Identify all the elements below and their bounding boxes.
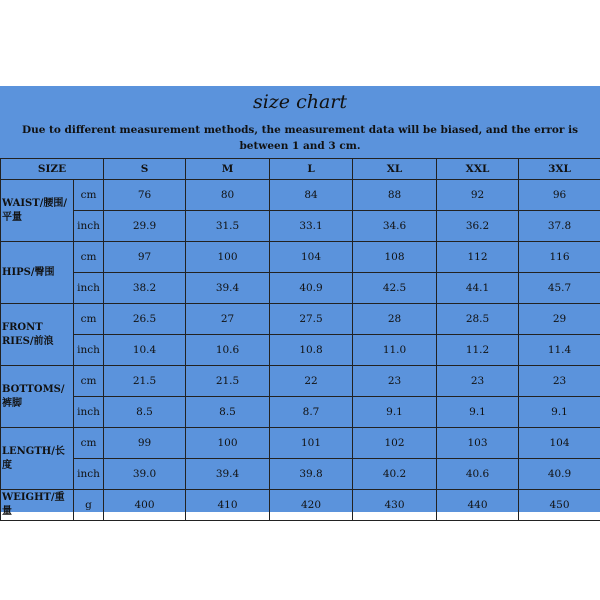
value-cell: 28	[353, 304, 437, 335]
value-cell: 42.5	[353, 273, 437, 304]
table-row	[1, 242, 600, 273]
size-col: 3XL	[519, 159, 600, 180]
table-row	[1, 459, 600, 490]
measurement-label: WAIST/腰围/平量	[1, 180, 74, 242]
size-table	[0, 158, 600, 521]
value-cell: 40.6	[437, 459, 519, 490]
value-cell: 26.5	[104, 304, 186, 335]
measurement-label: WEIGHT/重量	[1, 490, 74, 521]
value-cell: 104	[519, 428, 600, 459]
unit-cell: cm	[74, 180, 104, 211]
size-col: XL	[353, 159, 437, 180]
value-cell: 39.0	[104, 459, 186, 490]
unit-cell: inch	[74, 459, 104, 490]
size-col: L	[270, 159, 353, 180]
value-cell: 92	[437, 180, 519, 211]
table-row	[1, 428, 600, 459]
value-cell: 99	[104, 428, 186, 459]
size-chart	[0, 86, 600, 517]
measurement-label: HIPS/臀围	[1, 242, 74, 304]
value-cell: 22	[270, 366, 353, 397]
value-cell: 440	[437, 490, 519, 521]
value-cell: 23	[437, 366, 519, 397]
value-cell: 430	[353, 490, 437, 521]
value-cell: 39.8	[270, 459, 353, 490]
unit-cell: inch	[74, 335, 104, 366]
value-cell: 84	[270, 180, 353, 211]
measurement-label: BOTTOMS/裤脚	[1, 366, 74, 428]
value-cell: 9.1	[519, 397, 600, 428]
value-cell: 23	[519, 366, 600, 397]
value-cell: 76	[104, 180, 186, 211]
measurement-label: LENGTH/长度	[1, 428, 74, 490]
value-cell: 108	[353, 242, 437, 273]
value-cell: 420	[270, 490, 353, 521]
value-cell: 97	[104, 242, 186, 273]
table-row	[1, 304, 600, 335]
unit-cell: cm	[74, 428, 104, 459]
value-cell: 33.1	[270, 211, 353, 242]
unit-cell: inch	[74, 397, 104, 428]
value-cell: 40.2	[353, 459, 437, 490]
unit-cell: cm	[74, 366, 104, 397]
value-cell: 21.5	[104, 366, 186, 397]
value-cell: 8.7	[270, 397, 353, 428]
value-cell: 100	[186, 428, 270, 459]
value-cell: 11.0	[353, 335, 437, 366]
value-cell: 80	[186, 180, 270, 211]
value-cell: 23	[353, 366, 437, 397]
value-cell: 29	[519, 304, 600, 335]
value-cell: 27.5	[270, 304, 353, 335]
value-cell: 31.5	[186, 211, 270, 242]
table-row	[1, 490, 600, 521]
value-cell: 36.2	[437, 211, 519, 242]
value-cell: 40.9	[270, 273, 353, 304]
size-col: M	[186, 159, 270, 180]
value-cell: 8.5	[186, 397, 270, 428]
value-cell: 104	[270, 242, 353, 273]
size-col: XXL	[437, 159, 519, 180]
value-cell: 9.1	[353, 397, 437, 428]
value-cell: 45.7	[519, 273, 600, 304]
value-cell: 10.4	[104, 335, 186, 366]
measurement-label: FRONT RIES/前浪	[1, 304, 74, 366]
unit-cell: cm	[74, 304, 104, 335]
value-cell: 100	[186, 242, 270, 273]
value-cell: 21.5	[186, 366, 270, 397]
value-cell: 8.5	[104, 397, 186, 428]
value-cell: 39.4	[186, 273, 270, 304]
value-cell: 10.6	[186, 335, 270, 366]
value-cell: 400	[104, 490, 186, 521]
unit-cell: inch	[74, 211, 104, 242]
value-cell: 112	[437, 242, 519, 273]
value-cell: 34.6	[353, 211, 437, 242]
table-row	[1, 366, 600, 397]
value-cell: 38.2	[104, 273, 186, 304]
value-cell: 11.4	[519, 335, 600, 366]
value-cell: 37.8	[519, 211, 600, 242]
value-cell: 88	[353, 180, 437, 211]
unit-cell: g	[74, 490, 104, 521]
value-cell: 10.8	[270, 335, 353, 366]
value-cell: 28.5	[437, 304, 519, 335]
value-cell: 39.4	[186, 459, 270, 490]
value-cell: 96	[519, 180, 600, 211]
table-row	[1, 335, 600, 366]
table-row	[1, 211, 600, 242]
value-cell: 101	[270, 428, 353, 459]
measurement-note: Due to different measurement methods, the measurement data will be biased, and the error is between 1 and 3 cm.	[21, 124, 579, 152]
value-cell: 116	[519, 242, 600, 273]
size-col: S	[104, 159, 186, 180]
table-row	[1, 397, 600, 428]
table-row	[1, 180, 600, 211]
header-row	[1, 159, 600, 180]
table-row	[1, 273, 600, 304]
value-cell: 9.1	[437, 397, 519, 428]
unit-cell: inch	[74, 273, 104, 304]
size-header: SIZE	[1, 159, 104, 180]
value-cell: 410	[186, 490, 270, 521]
value-cell: 29.9	[104, 211, 186, 242]
value-cell: 44.1	[437, 273, 519, 304]
value-cell: 27	[186, 304, 270, 335]
value-cell: 103	[437, 428, 519, 459]
value-cell: 11.2	[437, 335, 519, 366]
chart-title: size chart	[252, 91, 348, 113]
value-cell: 450	[519, 490, 600, 521]
value-cell: 102	[353, 428, 437, 459]
value-cell: 40.9	[519, 459, 600, 490]
unit-cell: cm	[74, 242, 104, 273]
